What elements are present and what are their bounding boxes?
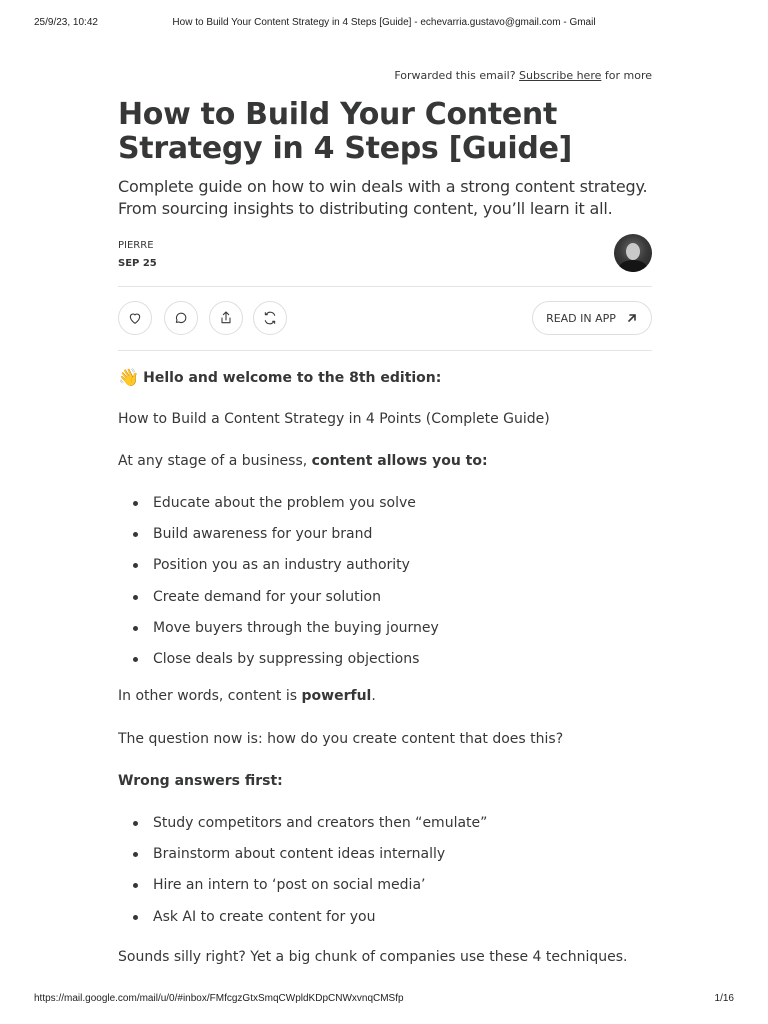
list-item: Close deals by suppressing objections	[118, 649, 652, 680]
benefits-list	[118, 493, 652, 680]
greeting	[118, 368, 652, 388]
share-icon	[218, 310, 234, 326]
list-item: Study competitors and creators then “emulate”	[118, 813, 652, 844]
read-in-app-label: READ IN APP	[546, 311, 616, 325]
content-intro-plain: At any stage of a business,	[118, 453, 308, 469]
avatar-face	[626, 243, 640, 260]
closing-paragraph: Sounds silly right? Yet a big chunk of companies use these 4 techniques.	[118, 949, 628, 965]
restack-button[interactable]	[253, 301, 287, 335]
greeting-text: Hello and welcome to the 8th edition:	[143, 370, 442, 386]
list-item: Brainstorm about content ideas internally	[118, 844, 652, 875]
arrow-up-right-icon	[626, 312, 638, 324]
restack-icon	[262, 310, 278, 326]
heart-icon	[127, 310, 143, 326]
wrong-answers-heading: Wrong answers first:	[118, 773, 283, 789]
author-name[interactable]: PIERRE	[118, 240, 154, 251]
forwarded-note	[394, 69, 652, 82]
comment-button[interactable]	[164, 301, 198, 335]
subscribe-link[interactable]: Subscribe here	[519, 69, 602, 82]
print-datetime: 25/9/23, 10:42	[34, 17, 98, 28]
read-in-app-button[interactable]	[532, 301, 652, 335]
print-header	[0, 17, 768, 31]
forwarded-prefix: Forwarded this email?	[394, 69, 516, 82]
post-date: SEP 25	[118, 258, 157, 269]
wrong-answers-list	[118, 813, 652, 938]
byline	[118, 237, 157, 273]
powerful-end: .	[371, 688, 376, 704]
wave-emoji: 👋	[118, 368, 140, 388]
share-button[interactable]	[209, 301, 243, 335]
list-item: Educate about the problem you solve	[118, 493, 652, 524]
article-subtitle: Complete guide on how to win deals with a strong content strategy. From sourcing insights to distributing content, you’ll learn it all.	[118, 177, 648, 218]
avatar-body	[619, 260, 647, 272]
powerful-plain: In other words, content is	[118, 688, 298, 704]
divider-top	[118, 286, 652, 287]
avatar[interactable]	[614, 234, 652, 272]
like-button[interactable]	[118, 301, 152, 335]
list-item: Move buyers through the buying journey	[118, 618, 652, 649]
forwarded-suffix: for more	[604, 69, 652, 82]
list-item: Hire an intern to ‘post on social media’	[118, 875, 652, 906]
powerful-paragraph	[118, 686, 652, 706]
content-intro-paragraph	[118, 451, 652, 471]
content-intro-bold: content allows you to:	[311, 453, 488, 469]
print-url: https://mail.google.com/mail/u/0/#inbox/FMfcgzGtxSmqCWpldKDpCNWxvnqCMSfp	[34, 993, 404, 1004]
list-item: Create demand for your solution	[118, 587, 652, 618]
list-item: Position you as an industry authority	[118, 555, 652, 586]
question-paragraph: The question now is: how do you create content that does this?	[118, 731, 564, 747]
list-item: Build awareness for your brand	[118, 524, 652, 555]
intro-paragraph: How to Build a Content Strategy in 4 Points (Complete Guide)	[118, 411, 550, 427]
list-item: Ask AI to create content for you	[118, 907, 652, 938]
print-footer	[0, 993, 768, 1007]
article-title[interactable]: How to Build Your Content Strategy in 4 Steps [Guide]	[118, 97, 573, 166]
print-page-number: 1/16	[714, 993, 734, 1004]
divider-bottom	[118, 350, 652, 351]
print-title: How to Build Your Content Strategy in 4 Steps [Guide] - echevarria.gustavo@gmail.com - Gmail	[172, 17, 596, 28]
comment-icon	[173, 310, 189, 326]
powerful-bold: powerful	[301, 688, 372, 704]
